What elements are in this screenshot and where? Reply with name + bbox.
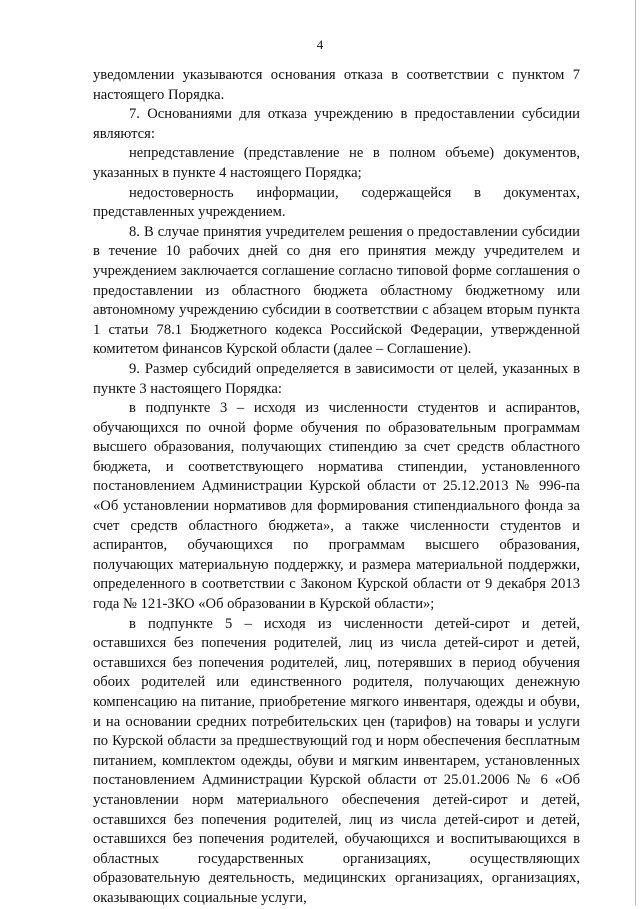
paragraph: уведомлении указываются основания отказа в соответствии с пунктом 7 настоящего Порядка. — [93, 67, 580, 103]
paragraph: непредставление (представление не в полном объеме) документов, указанных в пункте 4 настоящего Порядка; — [93, 145, 580, 181]
paragraph: в подпункте 3 – исходя из численности студентов и аспирантов, обучающихся по очной форме обучения по образовательным программам высшего образования, получающих стипендию за счет средств областного бюджета, и соответствующего норматива стипендии, установленного постановлением Администрации Курской области от 25.12.2013 № 996-па «Об установлении нормативов для формирования стипендиального фонда за счет средств областного бюджета», а также численности студентов и аспирантов, обучающихся по программам высшего образования, получающих материальную поддержку, и размера материальной поддержки, определенного в соответствии с Законом Курской области от 9 декабря 2013 года № 121-ЗКО «Об образовании в Курской области»; — [93, 400, 580, 613]
paragraph: 8. В случае принятия учредителем решения о предоставлении субсидии в течение 10 рабочих дней со дня его принятия между учредителем и учреждением заключается соглашение согласно типовой форме соглашения о предоставлении из областного бюджета областному бюджетному или автономному учреждению субсидии в соответствии с абзацем вторым пункта 1 статьи 78.1 Бюджетного кодекса Российской Федерации, утвержденной комитетом финансов Курской области (далее – Соглашение). — [93, 223, 580, 358]
paragraph: недостоверность информации, содержащейся в документах, представленных учреждением. — [93, 184, 580, 221]
scan-edge-line — [635, 0, 636, 905]
document-body — [93, 66, 580, 909]
paragraph: 9. Размер субсидий определяется в зависимости от целей, указанных в пункте 3 настоящего Порядка: — [93, 360, 580, 397]
page-number: 4 — [316, 37, 324, 52]
paragraph: 7. Основаниями для отказа учреждению в предоставлении субсидии являются: — [93, 106, 580, 142]
paragraph: в подпункте 5 – исходя из численности детей-сирот и детей, оставшихся без попечения родителей, лиц из числа детей-сирот и детей, оставшихся без попечения родителей, лиц, потерявших в период обучения обоих родителей или единственного родителя, получающих денежную компенсацию на питание, приобретение мягкого инвентаря, одежды и обуви, и на основании средних потребительских цен (тарифов) на товары и услуги по Курской области за предшествующий год и норм обеспечения бесплатным питанием, комплектом одежды, обуви и мягким инвентарем, установленных постановлением Администрации Курской области от 25.01.2006 № 6 «Об установлении норм материального обеспечения детей-сирот и детей, оставшихся без попечения родителей, лиц из числа детей-сирот и детей, оставшихся без попечения родителей, обучающихся и воспитывающихся в областных государственных организациях, осуществляющих образовательную деятельность, медицинских организациях, организациях, оказывающих социальные услуги, — [93, 615, 580, 906]
